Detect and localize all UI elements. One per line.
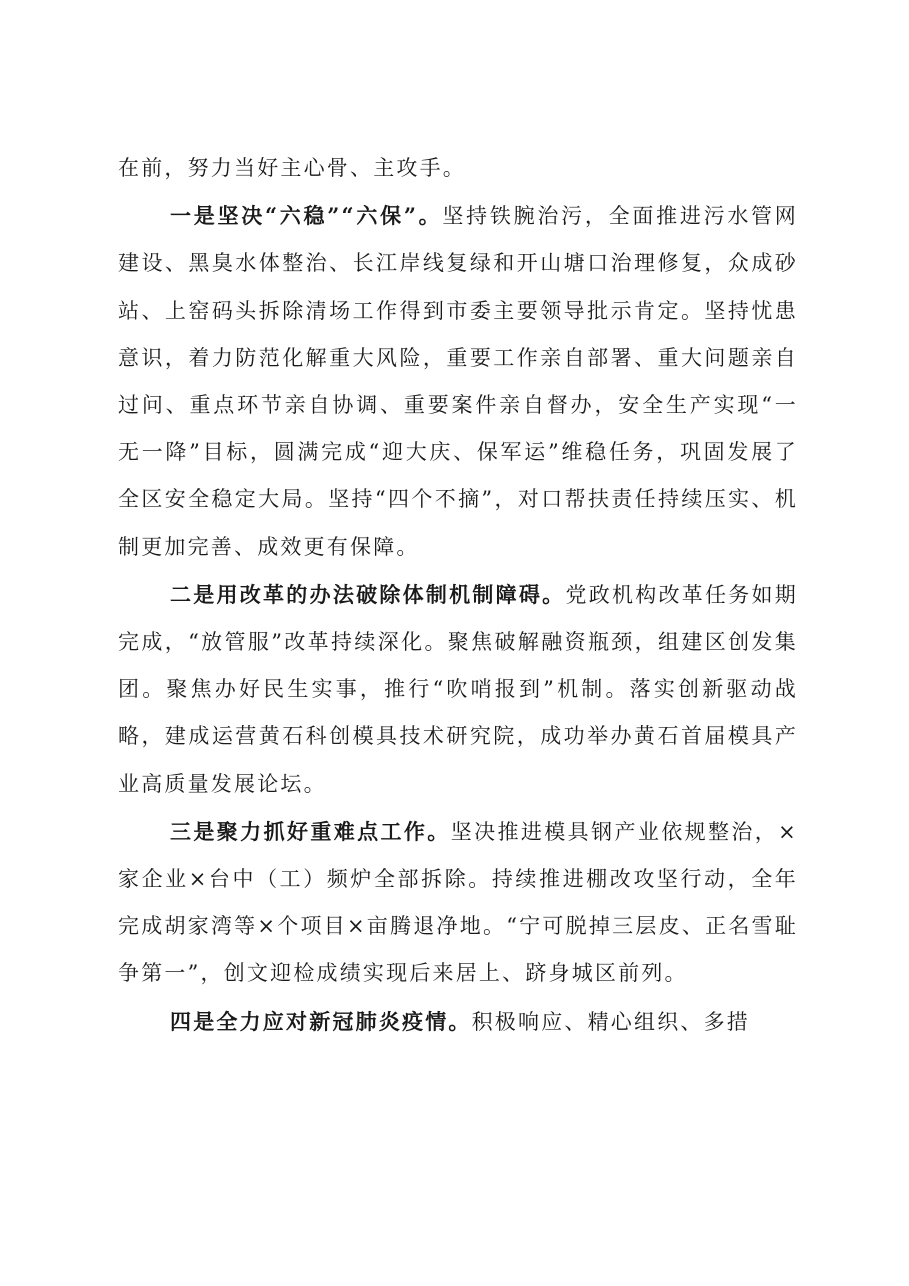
paragraph-lead: 三是聚力抓好重难点工作。 xyxy=(170,818,451,844)
paragraph-six-stability xyxy=(118,192,798,571)
paragraph-text: 坚决推进模具钢产业依规整治，×家企业×台中（工）频炉全部拆除。持续推进棚改攻坚行动，全年完成胡家湾等×个项目×亩腾退净地。“宁可脱掉三层皮、正名雪耻争第一”，创文迎检成绩实现后来居上、跻身城区前列。 xyxy=(118,819,798,986)
paragraph-text: 党政机构改革任务如期完成，“放管服”改革持续深化。聚焦破解融资瓶颈，组建区创发集团。聚焦办好民生实事，推行“吹哨报到”机制。落实创新驱动战略，建成运营黄石科创模具技术研究院，成功举办黄石首届模具产业高质量发展论坛。 xyxy=(118,582,799,796)
document-body xyxy=(118,145,798,1046)
paragraph-epidemic xyxy=(118,998,798,1046)
paragraph-lead: 一是坚决“六稳”“六保”。 xyxy=(170,203,443,229)
paragraph-continuation xyxy=(118,145,798,192)
paragraph-text: 坚持铁腕治污，全面推进污水管网建设、黑臭水体整治、长江岸线复绿和开山塘口治理修复，众成砂站、上窑码头拆除清场工作得到市委主要领导批示肯定。坚持忧患意识，着力防范化解重大风险，重要工作亲自部署、重大问题亲自过问、重点环节亲自协调、重要案件亲自督办，安全生产实现“一无一降”目标，圆满完成“迎大庆、保军运”维稳任务，巩固发展了全区安全稳定大局。坚持“四个不摘”，对口帮扶责任持续压实、机制更加完善、成效更有保障。 xyxy=(118,204,799,559)
paragraph-lead: 二是用改革的办法破除体制机制障碍。 xyxy=(170,581,566,607)
paragraph-text: 在前，努力当好主心骨、主攻手。 xyxy=(118,156,466,180)
paragraph-key-work xyxy=(118,808,798,998)
paragraph-reform xyxy=(118,571,798,808)
paragraph-lead: 四是全力应对新冠肺炎疫情。 xyxy=(170,1008,472,1034)
paragraph-text: 积极响应、精心组织、多措 xyxy=(471,1009,751,1034)
